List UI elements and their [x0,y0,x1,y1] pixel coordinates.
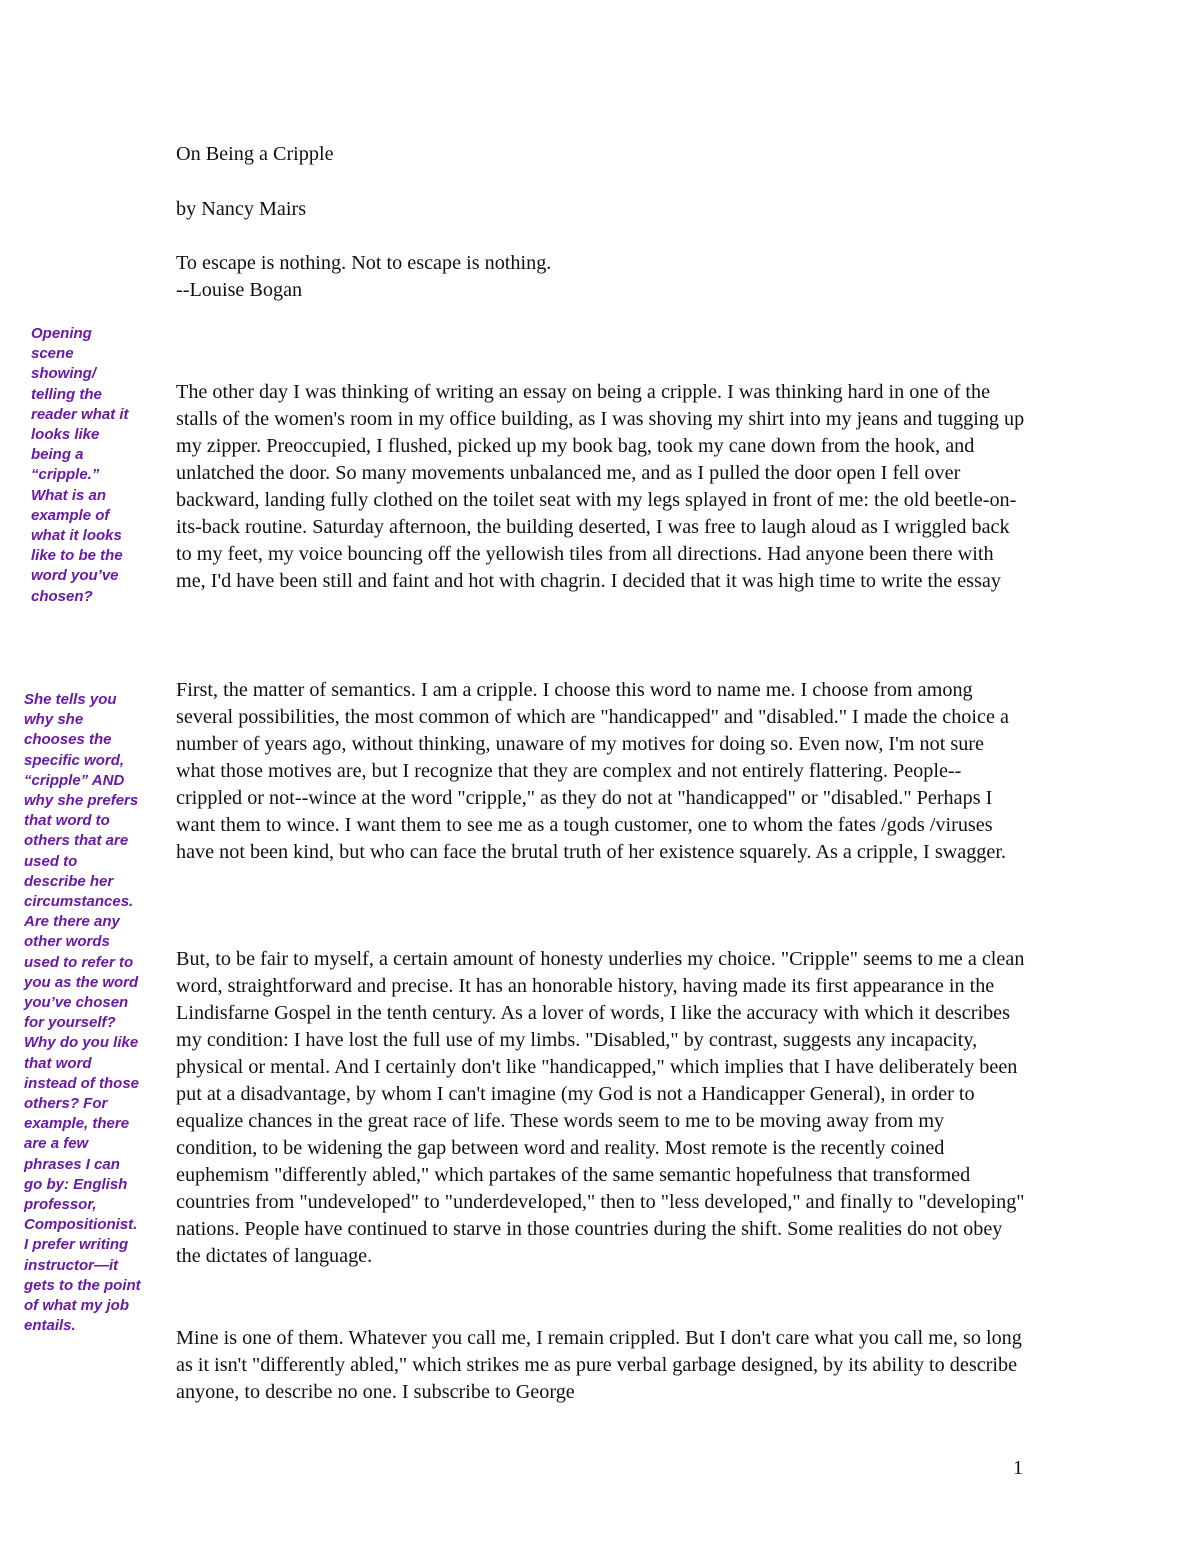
margin-annotation-1: Opening scene showing/ telling the reader what it looks like being a “cripple.” What is an example of what it looks like to be the word you’ve chosen? [31,325,129,605]
essay-byline: by Nancy Mairs [176,198,307,220]
body-paragraph-1: The other day I was thinking of writing an essay on being a cripple. I was thinking hard in one of the stalls of the women's room in my office building, as I was shoving my shirt into my jeans and tugging up my zipper. Preoccupied, I flushed, picked up my book bag, took my cane down from the hook, and unlatched the door. So many movements unbalanced me, and as I pulled the door open I fell over backward, landing fully clothed on the toilet seat with my legs splayed in front of me: the old beetle-on-its-back routine. Saturday afternoon, the building deserted, I was free to laugh aloud as I wriggled back to my feet, my voice bouncing off the yellowish tiles from all directions. Had anyone been there with me, I'd have been still and faint and hot with chagrin. I decided that it was high time to write the essay [176,381,1025,593]
epigraph-quote: To escape is nothing. Not to escape is nothing. [176,252,552,274]
epigraph-attribution: --Louise Bogan [176,279,303,301]
essay-title: On Being a Cripple [176,143,334,165]
page-number: 1 [1013,1457,1023,1479]
body-paragraph-3: But, to be fair to myself, a certain amount of honesty underlies my choice. "Cripple" seems to me a clean word, straightforward and precise. It has an honorable history, having made its first appearance in the Lindisfarne Gospel in the tenth century. As a lover of words, I like the accuracy with which it describes my condition: I have lost the full use of my limbs. "Disabled," by contrast, suggests any incapacity, physical or mental. And I certainly don't like "handicapped," which implies that I have deliberately been put at a disadvantage, by whom I can't imagine (my God is not a Handicapper General), in order to equalize chances in the great race of life. These words seem to me to be moving away from my condition, to be widening the gap between word and reality. Most remote is the recently coined euphemism "differently abled," which partakes of the same semantic hopefulness that transformed countries from "undeveloped" to "underdeveloped," then to "less developed," and finally to "developing" nations. People have continued to starve in those countries during the shift. Some realities do not obey the dictates of language. [176,948,1025,1268]
body-paragraph-4: Mine is one of them. Whatever you call me, I remain crippled. But I don't care what you call me, so long as it isn't "differently abled," which strikes me as pure verbal garbage designed, by its ability to describe anyone, to describe no one. I subscribe to George [176,1327,1022,1404]
epigraph [176,250,1026,304]
body-paragraph-2: First, the matter of semantics. I am a cripple. I choose this word to name me. I choose from among several possibilities, the most common of which are "handicapped" and "disabled." I made the choice a number of years ago, without thinking, unaware of my motives for doing so. Even now, I'm not sure what those motives are, but I recognize that they are complex and not entirely flattering. People--crippled or not--wince at the word "cripple," as they do not at "handicapped" or "disabled." Perhaps I want them to wince. I want them to see me as a tough customer, one to whom the fates /gods /viruses have not been kind, but who can face the brutal truth of her existence squarely. As a cripple, I swagger. [176,679,1009,864]
margin-annotation-2: She tells you why she chooses the specific word, “cripple” AND why she prefers that word to others that are used to describe her circumstances. Are there any other words used to refer to you as the word you’ve chosen for yourself? Why do you like that word instead of those others? For example, there are a few phrases I can go by: English professor, Compositionist. I prefer writing instructor—it gets to the point of what my job entails. [24,691,141,1335]
